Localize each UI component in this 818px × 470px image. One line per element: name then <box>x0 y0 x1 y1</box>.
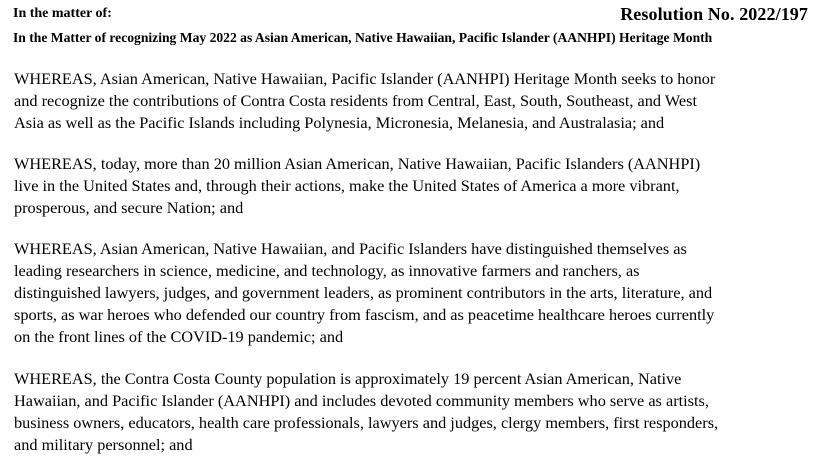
paragraph-line: and recognize the contributions of Contra Costa residents from Central, East, South, Southeast, and West <box>14 91 697 110</box>
matter-label: In the matter of: <box>13 6 112 21</box>
paragraph-line: business owners, educators, health care professionals, lawyers and judges, clergy members, first responders, <box>14 413 719 432</box>
paragraph-line: Asia as well as the Pacific Islands including Polynesia, Micronesia, Melanesia, and Australasia; and <box>14 113 665 132</box>
paragraph-line: and military personnel; and <box>14 435 193 454</box>
paragraph-line: WHEREAS, Asian American, Native Hawaiian, and Pacific Islanders have distinguished themselves as <box>14 239 687 258</box>
whereas-paragraph-1 <box>14 68 814 134</box>
paragraph-line: live in the United States and, through their actions, make the United States of America a more vibrant, <box>14 176 680 195</box>
paragraph-line: prosperous, and secure Nation; and <box>14 198 244 217</box>
paragraph-line: sports, as war heroes who defended our country from fascism, and as peacetime healthcare heroes currently <box>14 305 715 324</box>
header-row <box>13 4 808 26</box>
paragraph-line: on the front lines of the COVID-19 pandemic; and <box>14 327 344 346</box>
resolution-subject: In the Matter of recognizing May 2022 as Asian American, Native Hawaiian, Pacific Islander (AANHPI) Heritage Month <box>13 30 713 45</box>
whereas-paragraph-2 <box>14 153 814 219</box>
paragraph-line: WHEREAS, today, more than 20 million Asian American, Native Hawaiian, Pacific Islanders (AANHPI) <box>14 154 701 173</box>
resolution-number: Resolution No. 2022/197 <box>620 4 808 24</box>
paragraph-line: Hawaiian, and Pacific Islander (AANHPI) and includes devoted community members who serve as artists, <box>14 391 709 410</box>
paragraph-line: WHEREAS, the Contra Costa County population is approximately 19 percent Asian American, Native <box>14 369 682 388</box>
whereas-paragraph-4 <box>14 368 814 456</box>
whereas-paragraph-3 <box>14 238 814 348</box>
paragraph-line: leading researchers in science, medicine, and technology, as innovative farmers and ranchers, as <box>14 261 640 280</box>
paragraph-line: distinguished lawyers, judges, and government leaders, as prominent contributors in the arts, literature, and <box>14 283 713 302</box>
paragraph-line: WHEREAS, Asian American, Native Hawaiian, Pacific Islander (AANHPI) Heritage Month seeks to honor <box>14 69 716 88</box>
